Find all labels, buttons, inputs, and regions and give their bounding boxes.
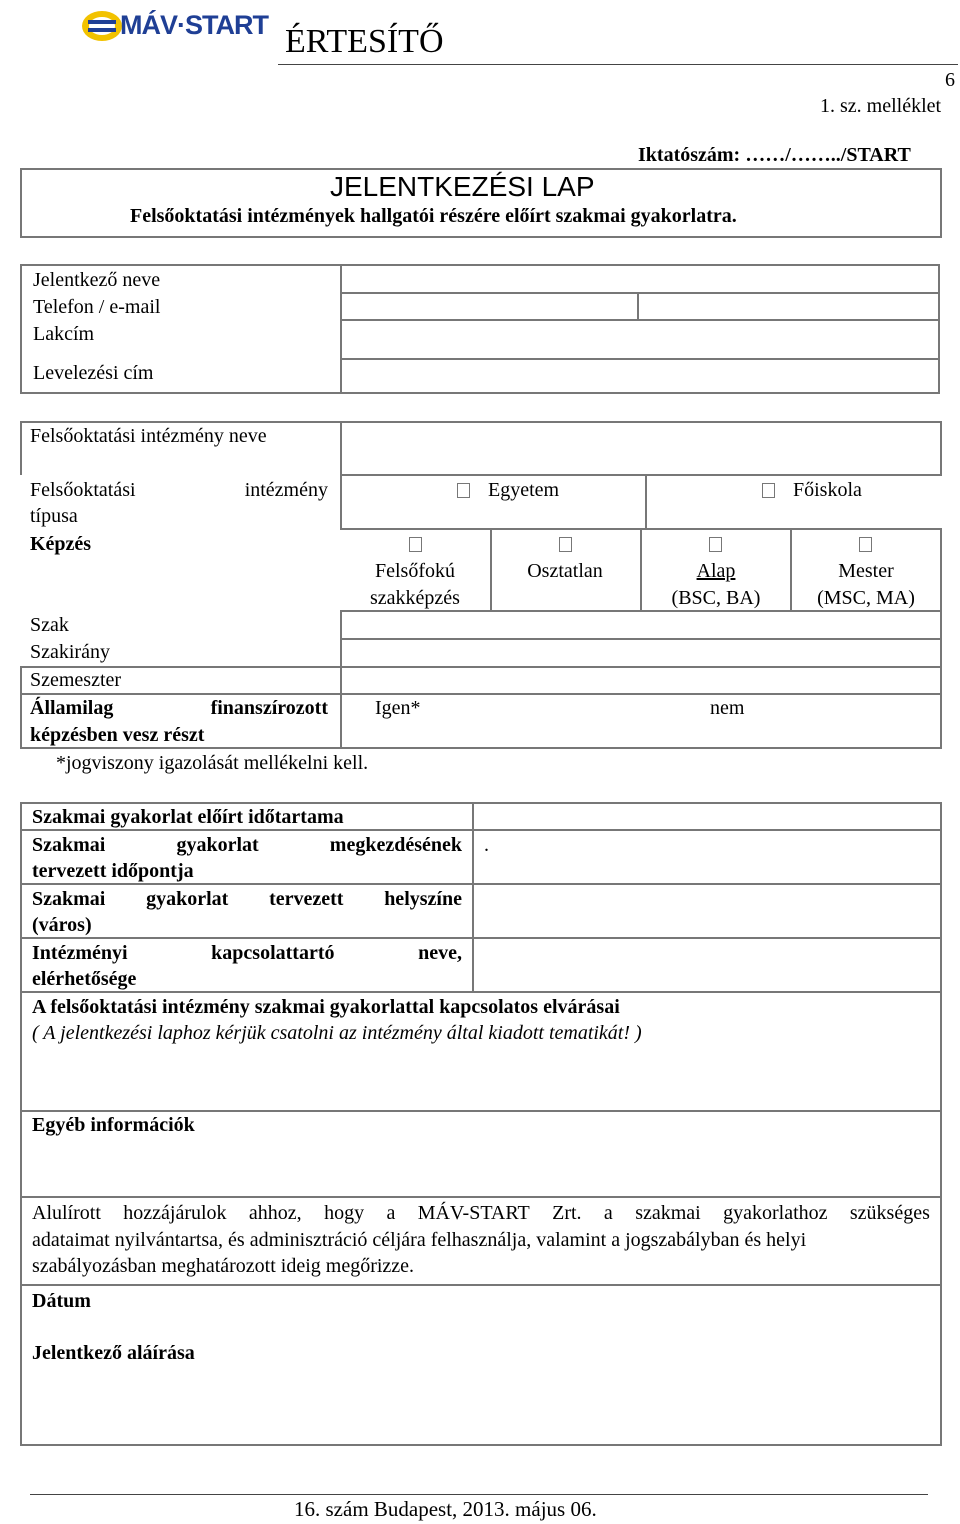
- checkbox-higher-vocational[interactable]: [409, 537, 422, 552]
- label-date: Dátum: [32, 1290, 91, 1312]
- label-name: Jelentkező neve: [33, 269, 161, 291]
- label-contact-l2: elérhetősége: [32, 968, 137, 990]
- other-info-field[interactable]: [22, 1140, 940, 1196]
- label-semester: Szemeszter: [30, 669, 122, 691]
- label-duration: Szakmai gyakorlat előírt időtartama: [32, 806, 344, 828]
- consent-word: ahhoz,: [248, 1202, 302, 1224]
- registration-number: Iktatószám: ……/……../START: [638, 144, 911, 166]
- option-no[interactable]: nem: [710, 697, 745, 719]
- checkbox-college[interactable]: [762, 483, 775, 498]
- consent-word: MÁV-START: [417, 1202, 530, 1224]
- mail-address-field[interactable]: [342, 360, 938, 392]
- name-field[interactable]: [342, 266, 938, 292]
- semester-field[interactable]: [342, 668, 940, 693]
- label-start-date-l2: tervezett időpontja: [32, 860, 194, 882]
- header-rule: [278, 64, 958, 65]
- expectations-field[interactable]: [22, 1048, 940, 1110]
- footer-rule: [30, 1494, 928, 1495]
- consent-text-line1: [32, 1201, 930, 1225]
- label-training: Képzés: [30, 533, 92, 555]
- specialization-field[interactable]: [342, 640, 940, 666]
- consent-word: a: [386, 1202, 396, 1224]
- label-signature: Jelentkező aláírása: [32, 1342, 195, 1364]
- label-state-funded-l2: képzésben vesz részt: [30, 724, 205, 746]
- option-master-l2: (MSC, MA): [817, 587, 915, 609]
- option-higher-vocational-l1: Felsőfokú: [375, 560, 455, 582]
- label-institution-type: Felsőoktatási intézmény: [30, 479, 328, 501]
- duration-field[interactable]: [474, 804, 940, 829]
- checkbox-university[interactable]: [457, 483, 470, 498]
- logo-text: MÁV·START: [120, 10, 268, 40]
- label-specialization: Szakirány: [30, 641, 110, 663]
- consent-text-line2: adataimat nyilvántartsa, és adminisztráció céljára felhasználja, valamint a jogszabályban és helyi: [32, 1229, 807, 1251]
- label-institution-name: Felsőoktatási intézmény neve: [30, 425, 267, 447]
- label-state-funded: Államilag finanszírozott: [30, 697, 328, 719]
- option-yes[interactable]: Igen*: [375, 697, 421, 719]
- form-subtitle: Felsőoktatási intézmények hallgatói részére előírt szakmai gyakorlatra.: [130, 205, 737, 227]
- option-bachelor-l1: Alap: [696, 560, 736, 582]
- label-place-l2: (város): [32, 914, 92, 936]
- consent-word: szakmai: [635, 1202, 701, 1224]
- footer-text: 16. szám Budapest, 2013. május 06.: [294, 1497, 597, 1521]
- label-phone-email: Telefon / e-mail: [33, 296, 161, 318]
- consent-word: a: [603, 1202, 613, 1224]
- start-date-value[interactable]: .: [484, 834, 489, 856]
- consent-word: hogy: [324, 1202, 365, 1224]
- consent-word: Zrt.: [552, 1202, 582, 1224]
- checkbox-bachelor[interactable]: [709, 537, 722, 552]
- label-institution-type-l2: típusa: [30, 505, 78, 527]
- option-bachelor-l2: (BSC, BA): [671, 587, 761, 609]
- bulletin-title: ÉRTESÍTŐ: [285, 23, 444, 60]
- address-field[interactable]: [342, 321, 938, 358]
- label-mail-address: Levelezési cím: [33, 362, 154, 384]
- label-contact: Intézményi kapcsolattartó neve,: [32, 942, 462, 964]
- consent-word: gyakorlathoz: [723, 1202, 828, 1224]
- annex-label: 1. sz. melléklet: [820, 95, 942, 117]
- consent-text-line3: szabályozásban meghatározott ideig megőrizze.: [32, 1255, 415, 1277]
- consent-word: szükséges: [849, 1202, 930, 1224]
- form-title: JELENTKEZÉSI LAP: [330, 171, 595, 202]
- option-college: Főiskola: [793, 479, 862, 501]
- consent-word: Alulírott: [32, 1202, 101, 1224]
- label-start-date: Szakmai gyakorlat megkezdésének: [32, 834, 462, 856]
- label-major: Szak: [30, 614, 69, 636]
- mav-start-logo: [80, 6, 272, 48]
- option-university: Egyetem: [488, 479, 560, 501]
- label-expectations: A felsőoktatási intézmény szakmai gyakorlattal kapcsolatos elvárásai: [32, 996, 620, 1018]
- option-higher-vocational-l2: szakképzés: [370, 587, 460, 609]
- expectations-note: ( A jelentkezési laphoz kérjük csatolni az intézmény által kiadott tematikát! ): [32, 1022, 642, 1044]
- signature-field[interactable]: [240, 1340, 938, 1440]
- consent-word: hozzájárulok: [123, 1202, 227, 1224]
- contact-field[interactable]: [474, 939, 940, 991]
- checkbox-undivided[interactable]: [559, 537, 572, 552]
- phone-field[interactable]: [342, 294, 637, 319]
- institution-name-field[interactable]: [342, 423, 940, 474]
- label-other-info: Egyéb információk: [32, 1114, 195, 1136]
- email-field[interactable]: [639, 294, 938, 319]
- option-undivided: Osztatlan: [527, 560, 603, 582]
- option-master-l1: Mester: [838, 560, 894, 582]
- label-place: Szakmai gyakorlat tervezett helyszíne: [32, 888, 462, 910]
- date-field[interactable]: [140, 1288, 938, 1316]
- major-field[interactable]: [342, 612, 940, 638]
- checkbox-master[interactable]: [859, 537, 872, 552]
- page-number: 6: [945, 69, 955, 91]
- footnote: *jogviszony igazolását mellékelni kell.: [56, 752, 369, 774]
- place-field[interactable]: [474, 885, 940, 937]
- label-address: Lakcím: [33, 323, 95, 345]
